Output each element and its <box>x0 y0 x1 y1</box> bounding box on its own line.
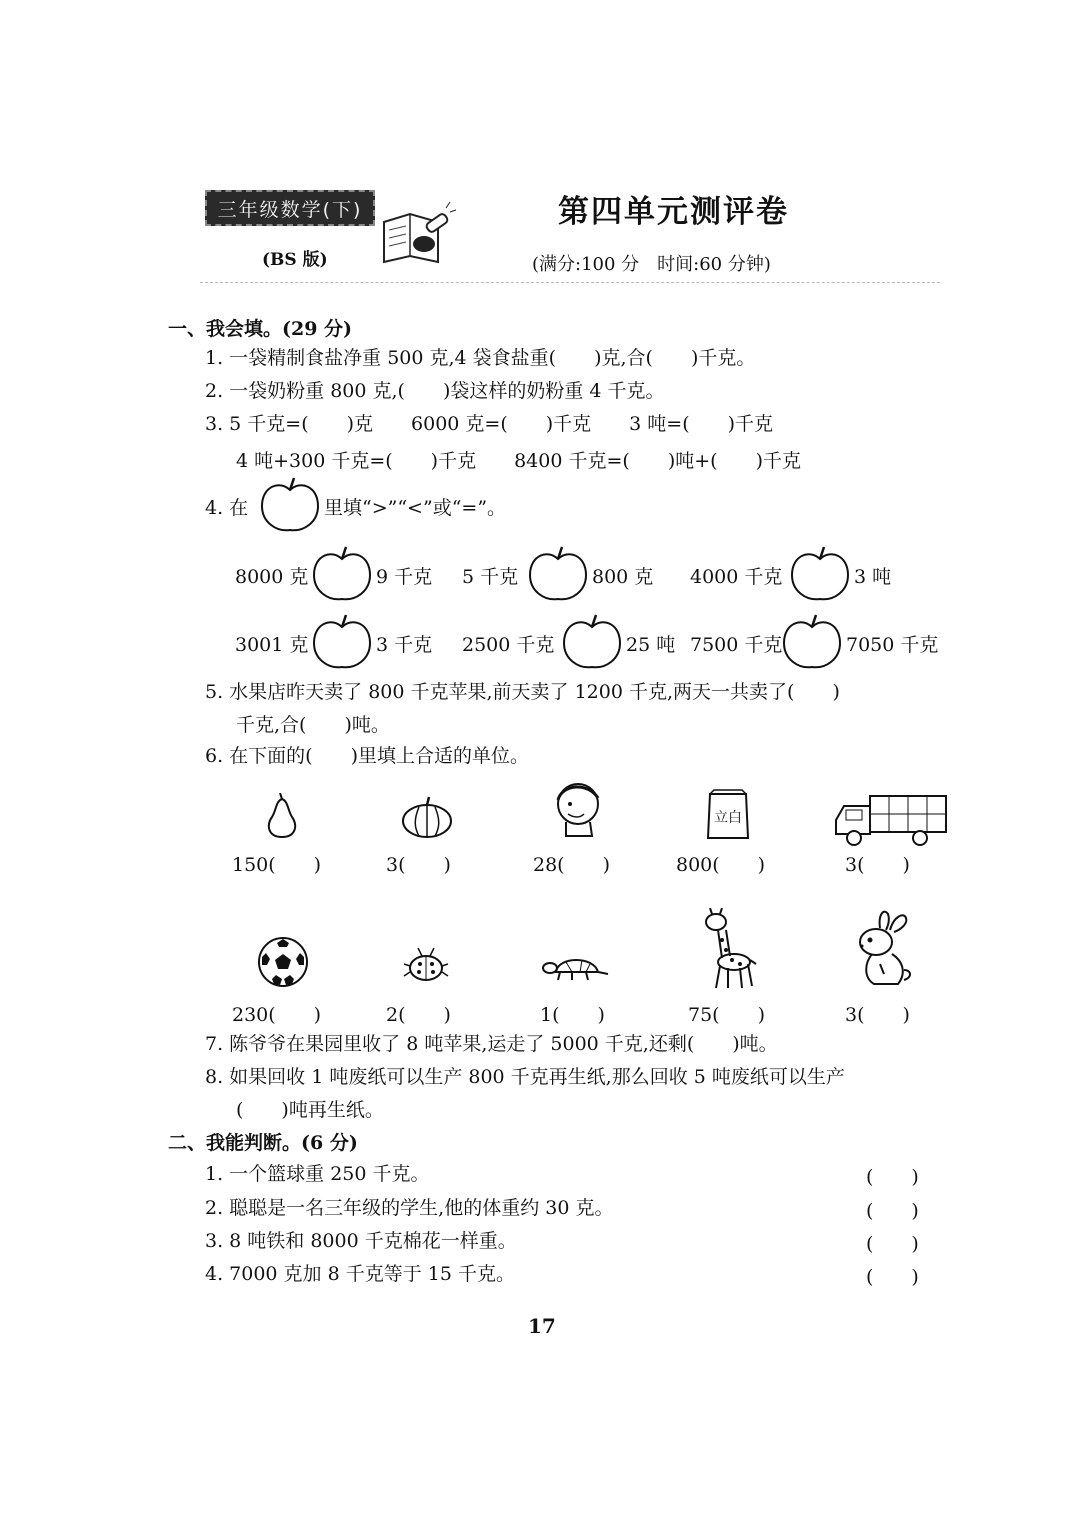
compare-right: 800 克 <box>592 566 654 588</box>
question-6: 6. 在下面的( )里填上合适的单位。 <box>205 745 529 767</box>
judge-item-1: 1. 一个篮球重 250 千克。 <box>205 1163 430 1185</box>
compare-left: 3001 克 <box>235 634 309 656</box>
unit-blank[interactable]: 800( ) <box>676 854 766 876</box>
answer-paren[interactable]: ( ) <box>866 1233 919 1255</box>
apple-circle-icon[interactable] <box>310 613 374 673</box>
unit-blank[interactable]: 3( ) <box>386 854 451 876</box>
judge-item-2: 2. 聪聪是一名三年级的学生,他的体重约 30 克。 <box>205 1197 614 1219</box>
detergent-bag-icon <box>706 788 750 840</box>
unit-blank[interactable]: 1( ) <box>540 1004 605 1026</box>
giraffe-icon <box>702 908 758 992</box>
question-8-line1: 8. 如果回收 1 吨废纸可以生产 800 千克再生纸,那么回收 5 吨废纸可以生产 <box>205 1066 845 1088</box>
rabbit-icon <box>852 908 920 990</box>
question-2: 2. 一袋奶粉重 800 克,( )袋这样的奶粉重 4 千克。 <box>205 380 665 402</box>
football-icon <box>256 935 310 989</box>
compare-right: 25 吨 <box>626 634 676 656</box>
answer-paren[interactable]: ( ) <box>866 1200 919 1222</box>
bag-label: 立白 <box>714 810 742 826</box>
compare-right: 9 千克 <box>376 566 433 588</box>
answer-paren[interactable]: ( ) <box>866 1266 919 1288</box>
score-time-info: (满分:100 分 时间:60 分钟) <box>532 254 771 275</box>
apple-circle-icon[interactable] <box>310 545 374 605</box>
unit-blank[interactable]: 150( ) <box>232 854 322 876</box>
compare-right: 3 吨 <box>854 566 892 588</box>
question-8-line2: ( )吨再生纸。 <box>236 1099 384 1121</box>
pear-icon <box>262 793 302 839</box>
edition-label: (BS 版) <box>262 250 328 270</box>
question-3-line1: 3. 5 千克=( )克 6000 克=( )千克 3 吨=( )千克 <box>205 413 774 435</box>
unit-blank[interactable]: 2( ) <box>386 1004 451 1026</box>
compare-left: 7500 千克 <box>690 634 783 656</box>
grade-badge: 三年级数学(下) <box>205 190 375 226</box>
compare-left: 4000 千克 <box>690 566 783 588</box>
judge-item-4: 4. 7000 克加 8 千克等于 15 千克。 <box>205 1263 515 1285</box>
unit-blank[interactable]: 75( ) <box>688 1004 766 1026</box>
ladybug-icon <box>402 944 450 984</box>
compare-right: 3 千克 <box>376 634 433 656</box>
apple-circle-icon[interactable] <box>780 613 844 673</box>
answer-paren[interactable]: ( ) <box>866 1166 919 1188</box>
compare-left: 2500 千克 <box>462 634 555 656</box>
compare-left: 5 千克 <box>462 566 519 588</box>
judge-item-3: 3. 8 吨铁和 8000 千克棉花一样重。 <box>205 1230 517 1252</box>
compare-left: 8000 克 <box>235 566 309 588</box>
question-7: 7. 陈爷爷在果园里收了 8 吨苹果,运走了 5000 千克,还剩( )吨。 <box>205 1033 778 1055</box>
unit-blank[interactable]: 3( ) <box>845 1004 910 1026</box>
unit-blank[interactable]: 230( ) <box>232 1004 322 1026</box>
apple-circle-icon[interactable] <box>526 545 590 605</box>
section2-title: 二、我能判断。(6 分) <box>168 1132 358 1154</box>
apple-circle-icon <box>258 476 322 536</box>
question-3-line2: 4 吨+300 千克=( )千克 8400 千克=( )吨+( )千克 <box>236 450 801 472</box>
question-5-line1: 5. 水果店昨天卖了 800 千克苹果,前天卖了 1200 千克,两天一共卖了( ) <box>205 681 840 703</box>
question-4-text: 里填“>”“<”或“=”。 <box>324 497 507 519</box>
truck-icon <box>832 792 950 850</box>
boy-head-icon <box>548 778 608 840</box>
question-1: 1. 一袋精制食盐净重 500 克,4 袋食盐重( )克,合( )千克。 <box>205 347 756 369</box>
book-magnifier-icon <box>380 200 460 270</box>
apple-circle-icon[interactable] <box>788 545 852 605</box>
question-5-line2: 千克,合( )吨。 <box>236 714 390 736</box>
header-divider <box>200 282 940 283</box>
page-title: 第四单元测评卷 <box>558 194 789 230</box>
unit-blank[interactable]: 3( ) <box>845 854 910 876</box>
compare-right: 7050 千克 <box>846 634 939 656</box>
question-4-prefix: 4. 在 <box>205 497 249 519</box>
section1-title: 一、我会填。(29 分) <box>168 318 353 340</box>
apple-circle-icon[interactable] <box>560 613 624 673</box>
unit-blank[interactable]: 28( ) <box>533 854 611 876</box>
turtle-icon <box>542 950 612 986</box>
pumpkin-icon <box>400 795 454 839</box>
page-number: 17 <box>528 1314 556 1338</box>
